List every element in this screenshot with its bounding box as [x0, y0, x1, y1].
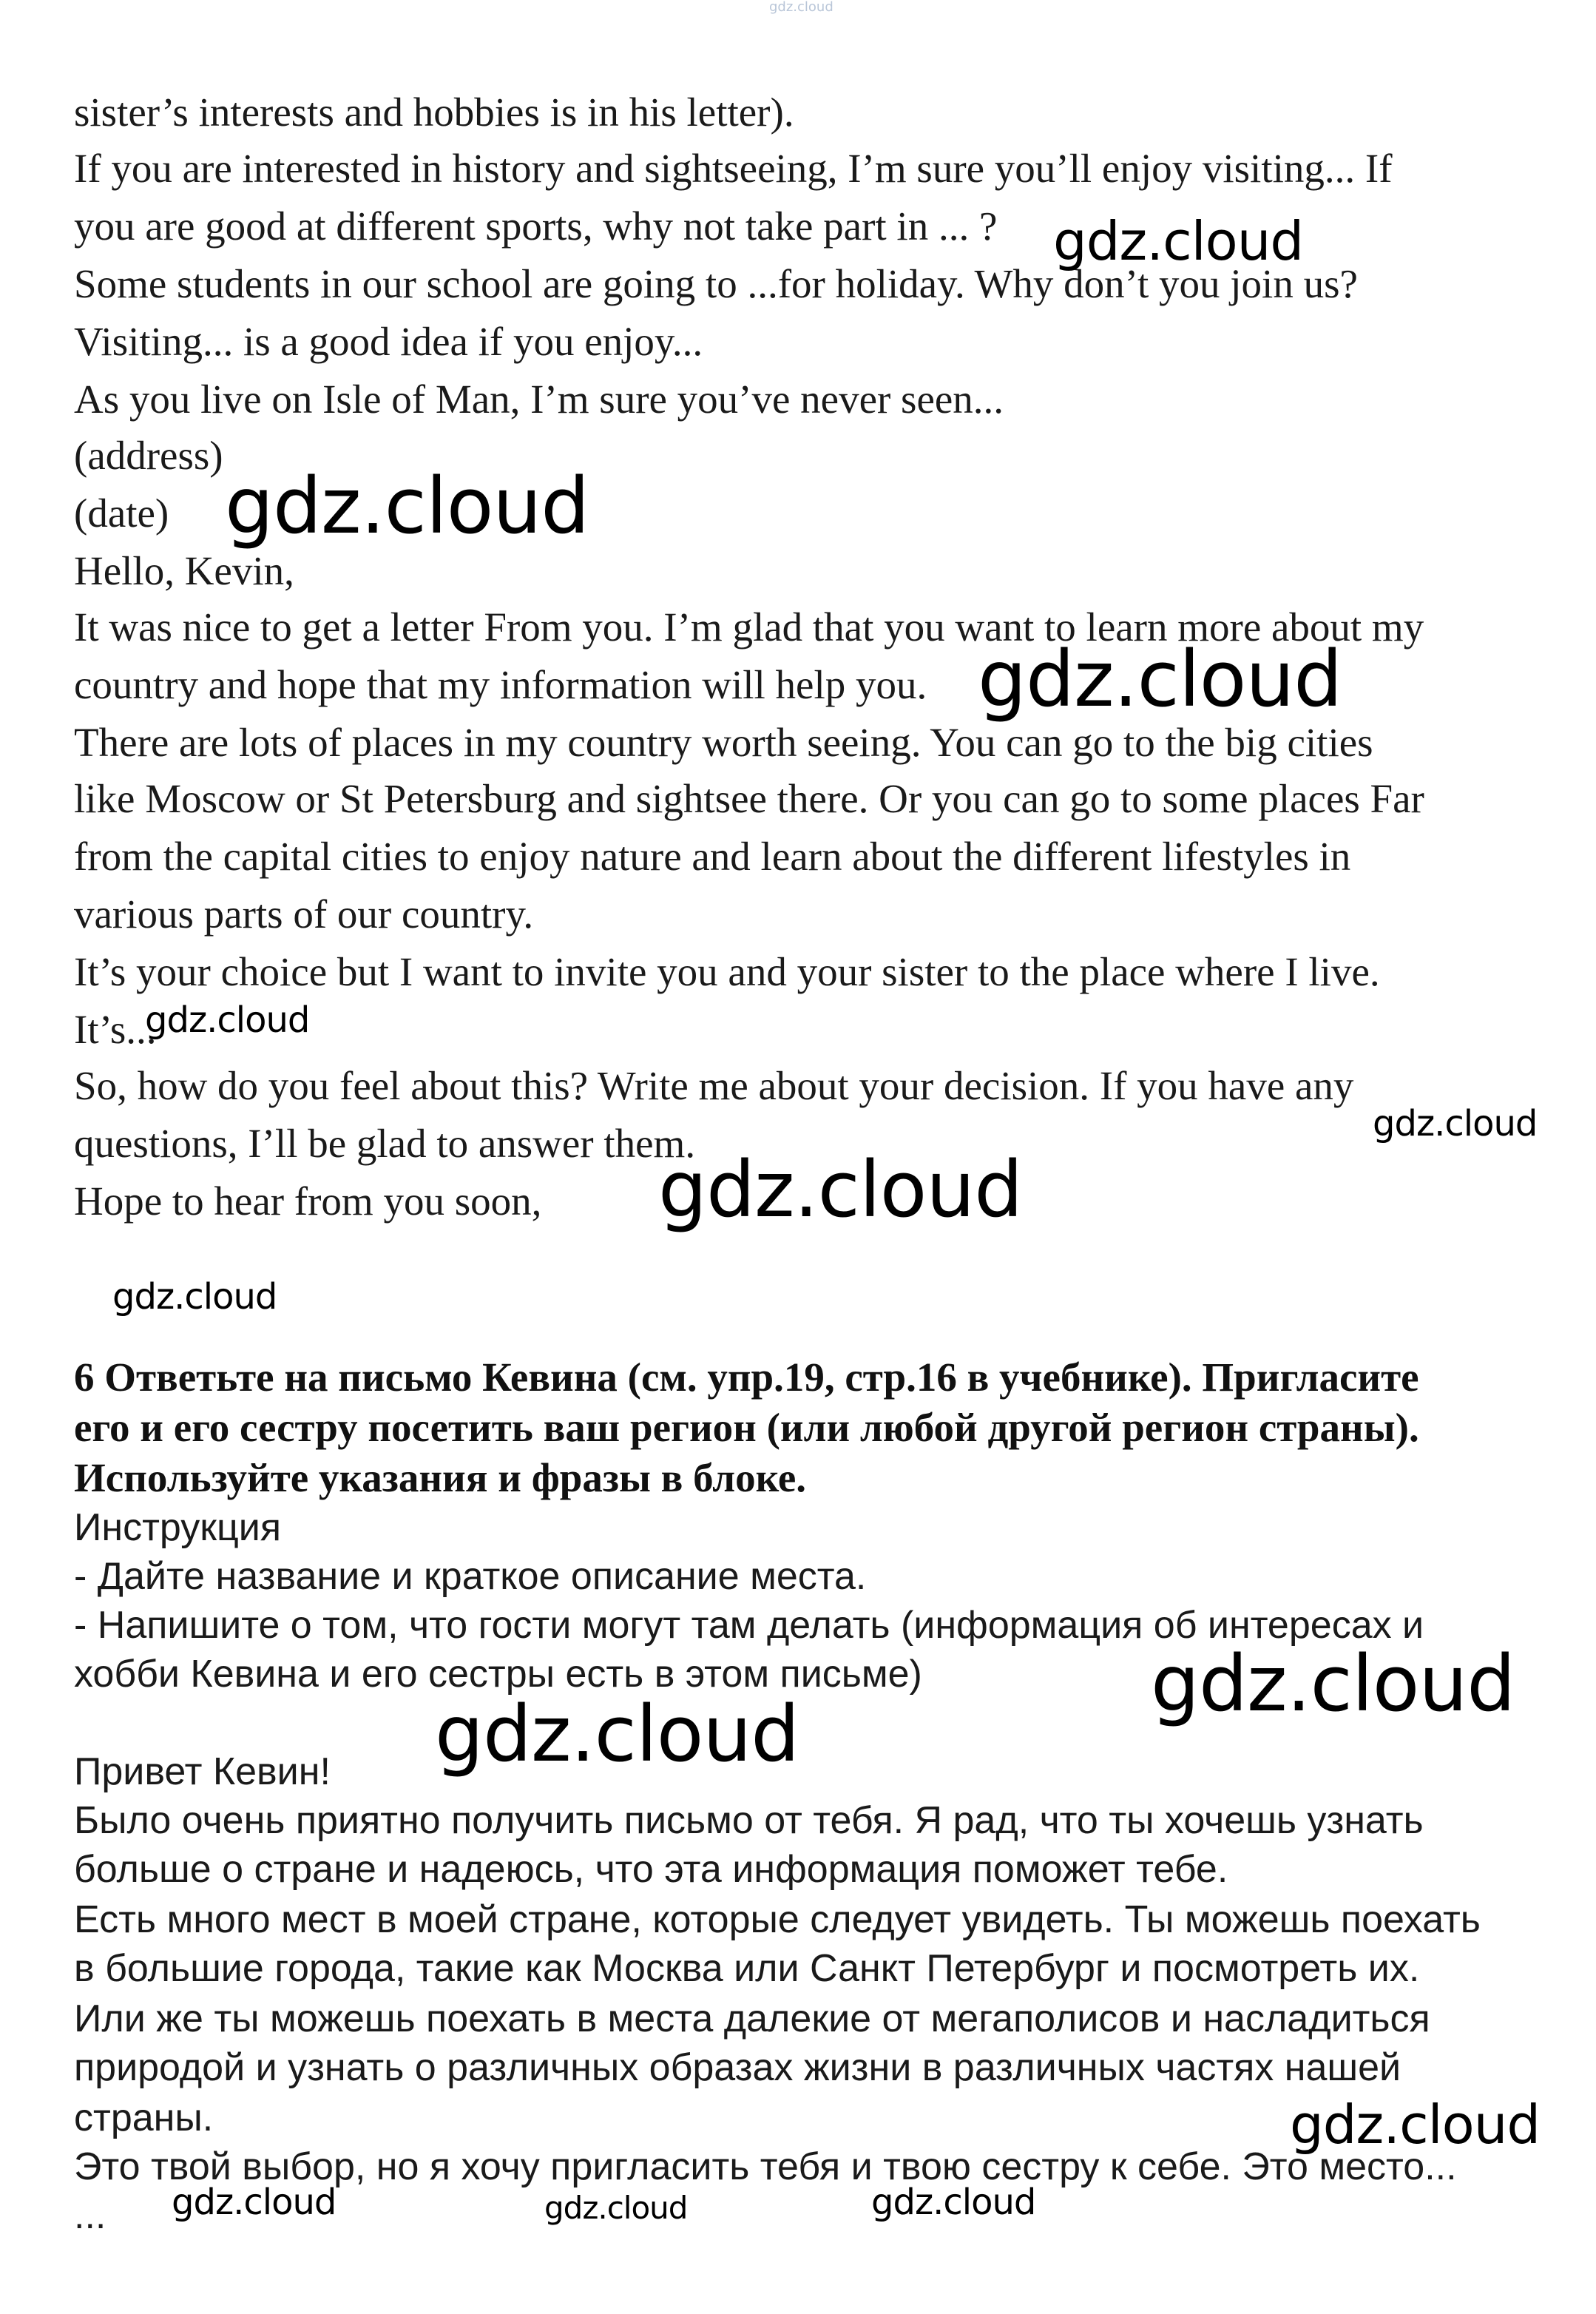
- watermark: gdz.cloud: [1290, 2094, 1541, 2156]
- text-line-ru: больше о стране и надеюсь, что эта информация поможет тебе.: [74, 1848, 1228, 1891]
- instruction-item: - Напишите о том, что гости могут там делать (информация об интересах и: [74, 1604, 1424, 1647]
- text-line: questions, I’ll be glad to answer them.: [74, 1121, 696, 1166]
- watermark: gdz.cloud: [871, 2182, 1036, 2223]
- text-line: It’s...: [74, 1007, 157, 1052]
- text-line: various parts of our country.: [74, 891, 534, 937]
- text-line-ru: Или же ты можешь поехать в места далекие от мегаполисов и насладиться: [74, 1997, 1430, 2040]
- instruction-item: - Дайте название и краткое описание места.: [74, 1555, 867, 1598]
- instructions-title: Инструкция: [74, 1506, 281, 1549]
- task-heading: Используйте указания и фразы в блоке.: [74, 1455, 807, 1500]
- watermark: gdz.cloud: [225, 461, 589, 551]
- watermark: gdz.cloud: [1053, 210, 1304, 272]
- text-line: sister’s interests and hobbies is in his letter).: [74, 90, 794, 135]
- text-line-ru: страны.: [74, 2097, 214, 2139]
- watermark: gdz.cloud: [1151, 1639, 1515, 1729]
- watermark: gdz.cloud: [435, 1689, 799, 1779]
- text-line: So, how do you feel about this? Write me about your decision. If you have any: [74, 1063, 1354, 1108]
- letter-greeting: Hello, Kevin,: [74, 548, 294, 593]
- letter-greeting-ru: Привет Кевин!: [74, 1750, 331, 1793]
- watermark: gdz.cloud: [978, 634, 1342, 724]
- watermark: gdz.cloud: [658, 1144, 1023, 1235]
- text-line: country and hope that my information will help you.: [74, 662, 927, 707]
- watermark: gdz.cloud: [172, 2182, 337, 2223]
- instruction-item: хобби Кевина и его сестры есть в этом письме): [74, 1653, 922, 1696]
- text-line-ru: Было очень приятно получить письмо от тебя. Я рад, что ты хочешь узнать: [74, 1799, 1424, 1842]
- text-line-ru: ...: [74, 2194, 106, 2237]
- text-line-ru: природой и узнать о различных образах жизни в различных частях нашей: [74, 2046, 1401, 2089]
- letter-date: (date): [74, 490, 169, 536]
- letter-address: (address): [74, 433, 223, 478]
- letter-closing: Hope to hear from you soon,: [74, 1178, 542, 1224]
- text-line-ru: в большие города, такие как Москва или Санкт Петербург и посмотреть их.: [74, 1947, 1420, 1990]
- text-line: If you are interested in history and sightseeing, I’m sure you’ll enjoy visiting... If: [74, 146, 1393, 191]
- task-heading: 6 Ответьте на письмо Кевина (см. упр.19, стр.16 в учебнике). Пригласите: [74, 1355, 1419, 1400]
- text-line: Visiting... is a good idea if you enjoy...: [74, 319, 703, 364]
- watermark: gdz.cloud: [1373, 1103, 1538, 1144]
- text-line: you are good at different sports, why not take part in ... ?: [74, 203, 998, 249]
- text-line: from the capital cities to enjoy nature and learn about the different lifestyles in: [74, 834, 1351, 879]
- text-line-ru: Это твой выбор, но я хочу пригласить тебя и твою сестру к себе. Это место...: [74, 2145, 1457, 2188]
- text-line: There are lots of places in my country worth seeing. You can go to the big cities: [74, 720, 1373, 765]
- task-heading: его и его сестру посетить ваш регион (или любой другой регион страны).: [74, 1405, 1419, 1450]
- watermark: gdz.cloud: [145, 999, 310, 1041]
- text-line: As you live on Isle of Man, I’m sure you’ve never seen...: [74, 377, 1004, 422]
- text-line: It was nice to get a letter From you. I’m glad that you want to learn more about my: [74, 604, 1424, 650]
- text-line: Some students in our school are going to ...for holiday. Why don’t you join us?: [74, 261, 1358, 306]
- watermark: gdz.cloud: [544, 2190, 688, 2226]
- text-line: It’s your choice but I want to invite you and your sister to the place where I live.: [74, 949, 1380, 994]
- header-watermark: gdz.cloud: [769, 0, 833, 15]
- watermark: gdz.cloud: [112, 1276, 277, 1318]
- text-line-ru: Есть много мест в моей стране, которые следует увидеть. Ты можешь поехать: [74, 1898, 1481, 1941]
- text-line: like Moscow or St Petersburg and sightsee there. Or you can go to some places Far: [74, 776, 1424, 821]
